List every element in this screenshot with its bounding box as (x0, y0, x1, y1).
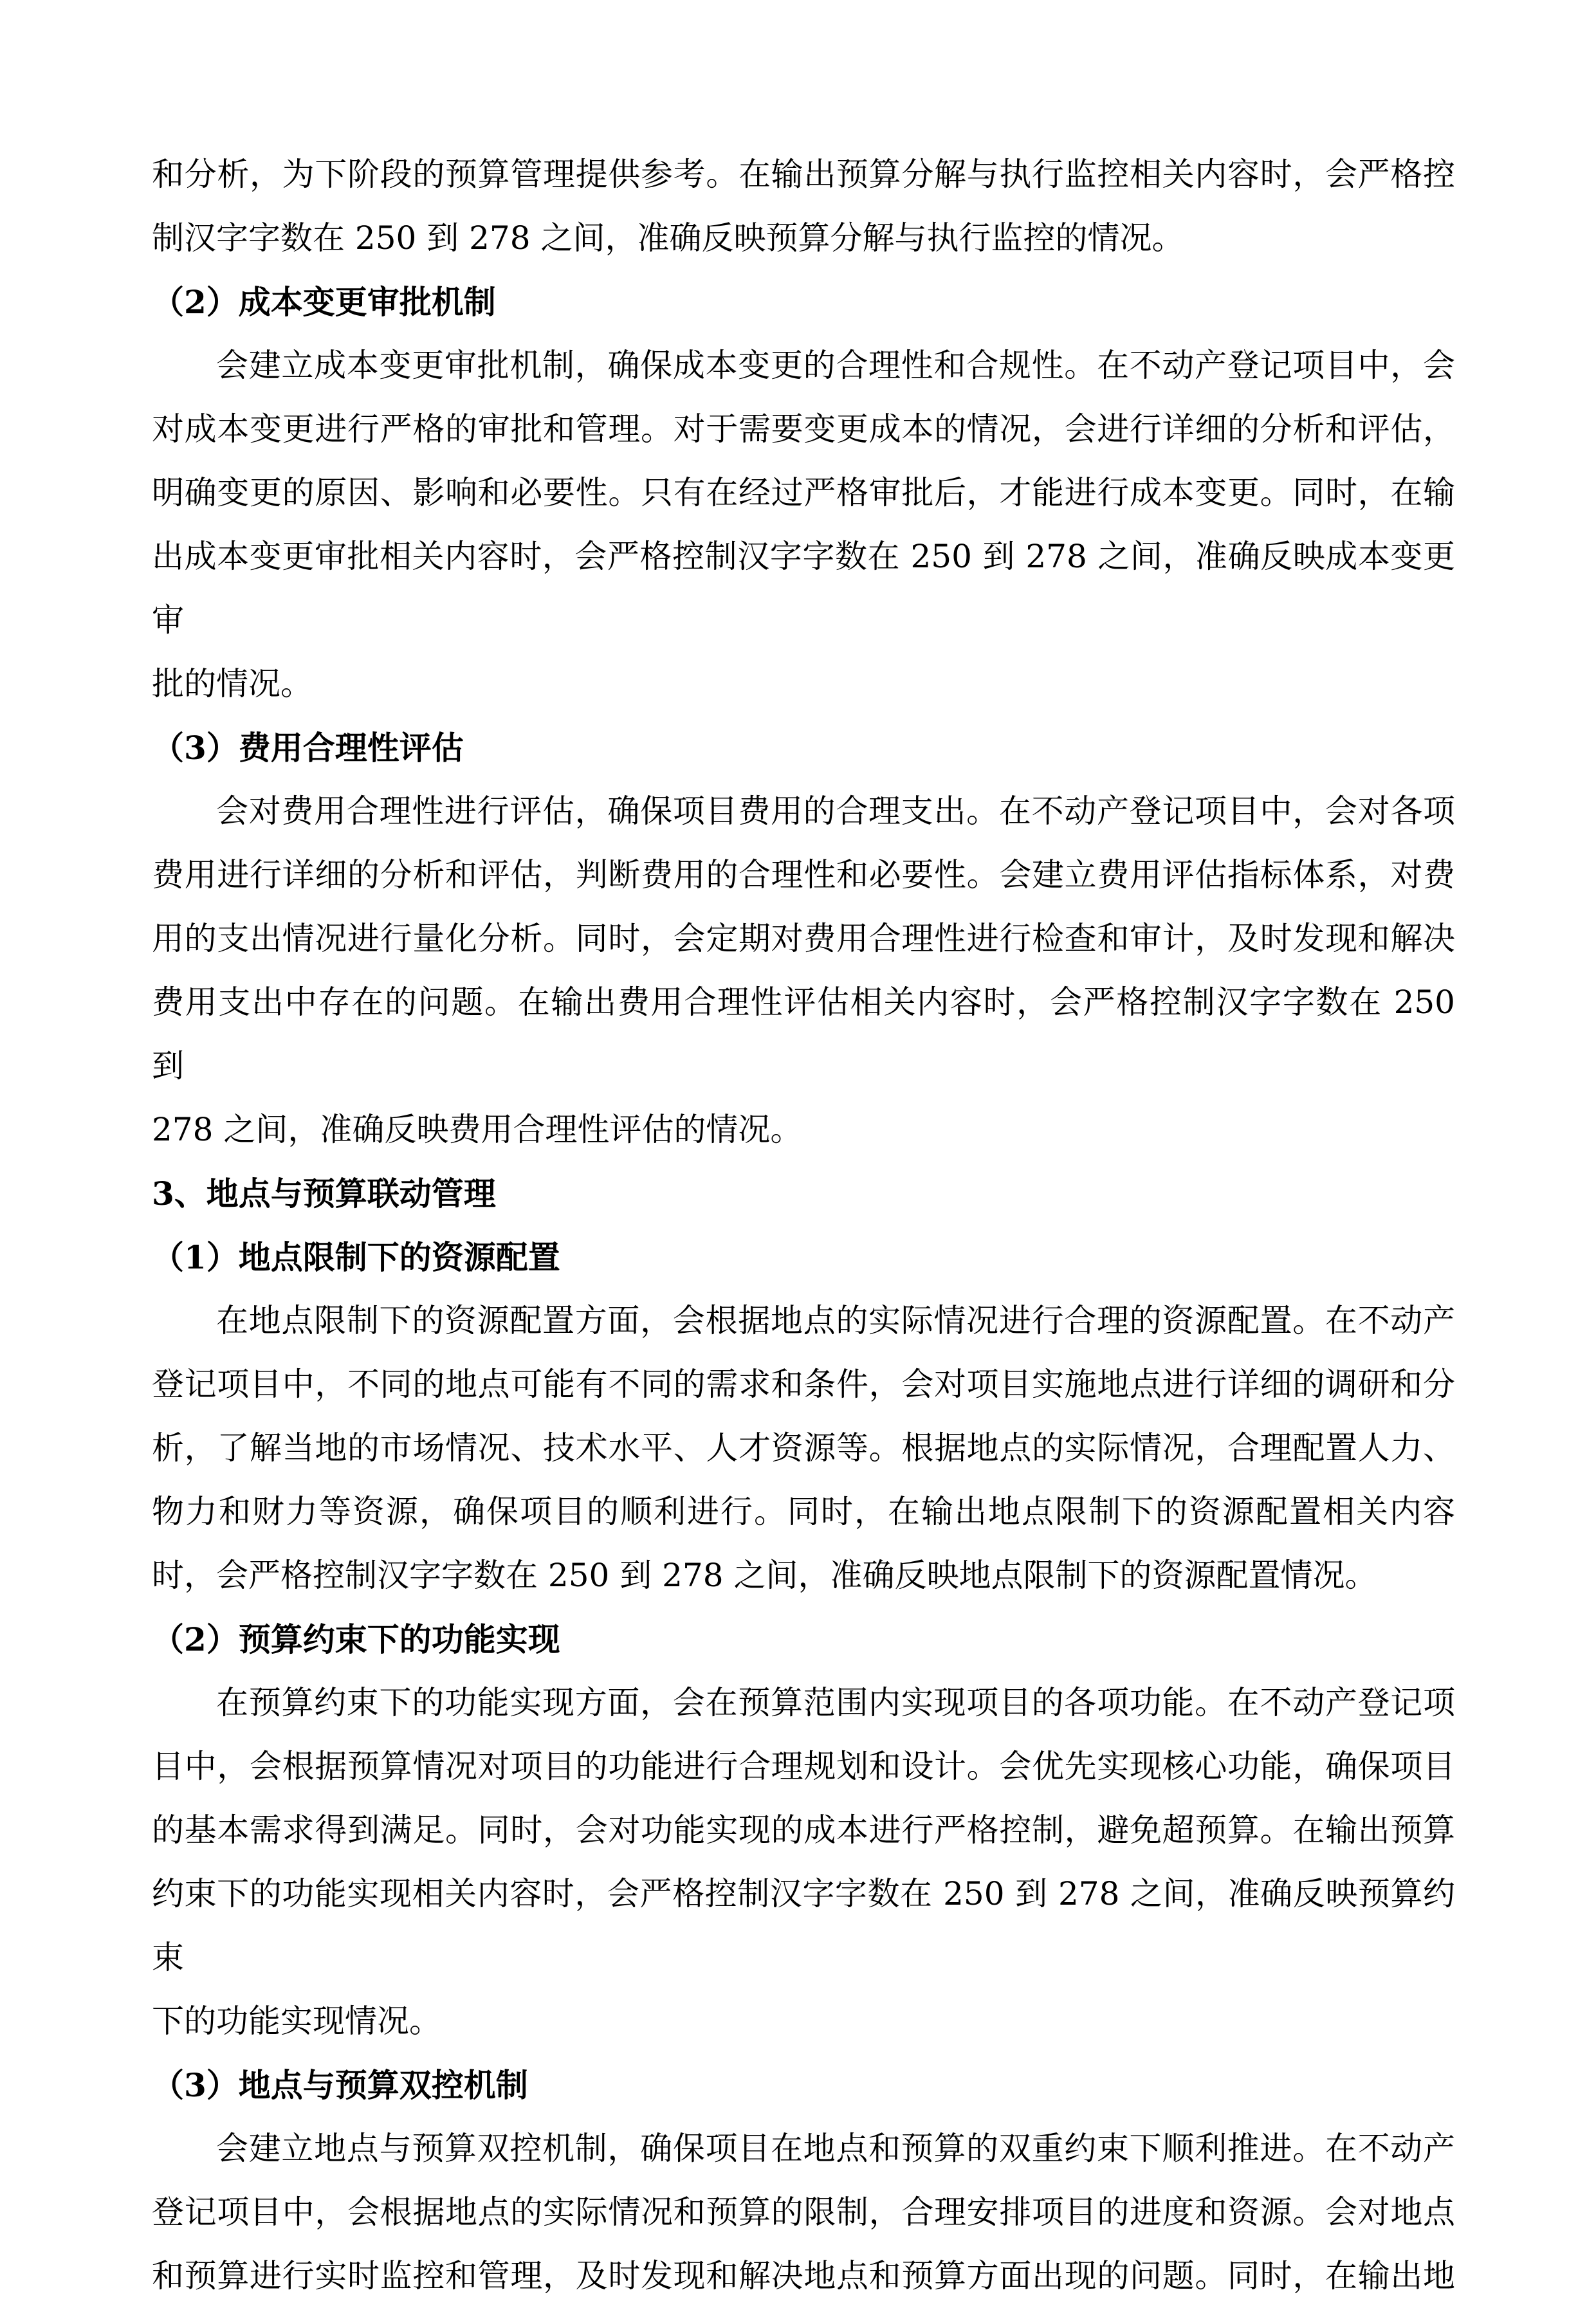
paragraph-line: 下的功能实现情况。 (152, 2002, 441, 2040)
paragraph-line: 费用进行详细的分析和评估，判断费用的合理性和必要性。会建立费用评估指标体系，对费 (152, 856, 1455, 893)
paragraph-line: 批的情况。 (152, 665, 313, 702)
section-heading (152, 2053, 1455, 2117)
paragraph-line: 约束下的功能实现相关内容时，会严格控制汉字字数在 250 到 278 之间，准确反映预算约束 (152, 1875, 1455, 1976)
paragraph-line: 对成本变更进行严格的审批和管理。对于需要变更成本的情况，会进行详细的分析和评估， (152, 410, 1455, 448)
paragraph (152, 143, 1455, 270)
heading-text: 3、地点与预算联动管理 (152, 1175, 496, 1213)
paragraph-line: 登记项目中，会根据地点的实际情况和预算的限制，合理安排项目的进度和资源。会对地点 (152, 2194, 1455, 2231)
paragraph (152, 2117, 1455, 2308)
paragraph-line: 制汉字字数在 250 到 278 之间，准确反映预算分解与执行监控的情况。 (152, 219, 1184, 257)
paragraph-line: 会建立成本变更审批机制，确保成本变更的合理性和合规性。在不动产登记项目中，会 (216, 347, 1455, 384)
paragraph (152, 780, 1455, 1162)
paragraph-line: 出成本变更审批相关内容时，会严格控制汉字字数在 250 到 278 之间，准确反映成本变更审 (152, 538, 1455, 639)
paragraph-line: 费用支出中存在的问题。在输出费用合理性评估相关内容时，会严格控制汉字字数在 250 到 (152, 984, 1455, 1085)
paragraph-line: 登记项目中，不同的地点可能有不同的需求和条件，会对项目实施地点进行详细的调研和分 (152, 1366, 1455, 1403)
section-heading (152, 1225, 1455, 1289)
paragraph-line: 时，会严格控制汉字字数在 250 到 278 之间，准确反映地点限制下的资源配置情况。 (152, 1557, 1377, 1594)
paragraph-line: 会对费用合理性进行评估，确保项目费用的合理支出。在不动产登记项目中，会对各项 (216, 792, 1455, 830)
paragraph-line: 278 之间，准确反映费用合理性评估的情况。 (152, 1111, 803, 1148)
paragraph-line: 和预算进行实时监控和管理，及时发现和解决地点和预算方面出现的问题。同时，在输出地 (152, 2257, 1455, 2294)
paragraph (152, 1289, 1455, 1607)
paragraph (152, 334, 1455, 716)
paragraph-line: 用的支出情况进行量化分析。同时，会定期对费用合理性进行检查和审计，及时发现和解决 (152, 920, 1455, 957)
section-heading (152, 270, 1455, 334)
paragraph-line: 在预算约束下的功能实现方面，会在预算范围内实现项目的各项功能。在不动产登记项 (216, 1684, 1455, 1721)
heading-text: （1）地点限制下的资源配置 (152, 1238, 560, 1276)
paragraph (152, 1671, 1455, 2053)
paragraph-line: 和分析，为下阶段的预算管理提供参考。在输出预算分解与执行监控相关内容时，会严格控 (152, 156, 1455, 193)
paragraph-line: 会建立地点与预算双控机制，确保项目在地点和预算的双重约束下顺利推进。在不动产 (216, 2130, 1455, 2167)
paragraph-line: 目中，会根据预算情况对项目的功能进行合理规划和设计。会优先实现核心功能，确保项目 (152, 1748, 1455, 1785)
heading-text: （3）费用合理性评估 (152, 729, 464, 767)
paragraph-line: 明确变更的原因、影响和必要性。只有在经过严格审批后，才能进行成本变更。同时，在输 (152, 474, 1455, 511)
paragraph-line: 物力和财力等资源，确保项目的顺利进行。同时，在输出地点限制下的资源配置相关内容 (152, 1493, 1455, 1530)
paragraph-line: 析，了解当地的市场情况、技术水平、人才资源等。根据地点的实际情况，合理配置人力、 (152, 1429, 1455, 1467)
heading-text: （2）成本变更审批机制 (152, 283, 496, 321)
paragraph-line: 在地点限制下的资源配置方面，会根据地点的实际情况进行合理的资源配置。在不动产 (216, 1302, 1455, 1339)
heading-text: （2）预算约束下的功能实现 (152, 1620, 560, 1658)
section-heading (152, 1607, 1455, 1671)
section-heading (152, 1162, 1455, 1225)
paragraph-line: 的基本需求得到满足。同时，会对功能实现的成本进行严格控制，避免超预算。在输出预算 (152, 1811, 1455, 1849)
section-heading (152, 716, 1455, 780)
document-page (152, 143, 1455, 2308)
heading-text: （3）地点与预算双控机制 (152, 2066, 528, 2104)
